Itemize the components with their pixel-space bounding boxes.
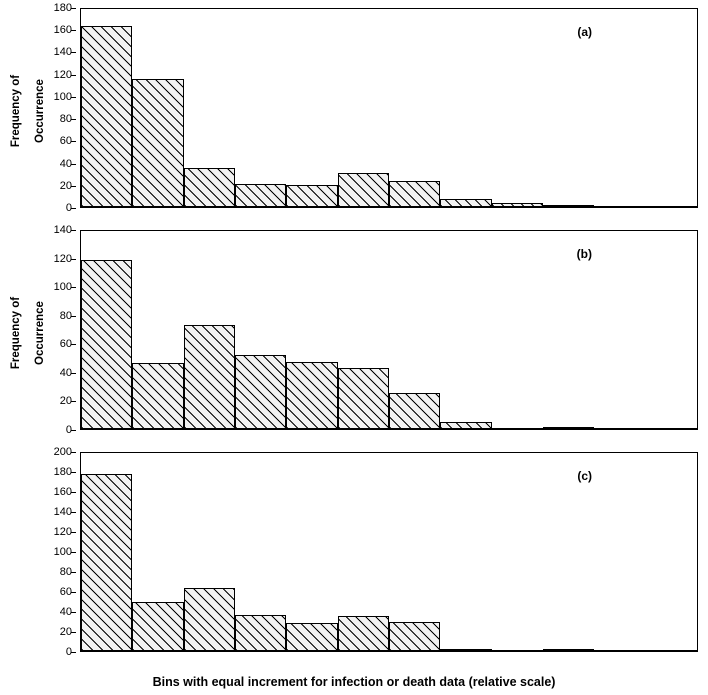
y-tick-label: 0 xyxy=(65,646,72,658)
y-tick-mark xyxy=(71,401,76,402)
bar xyxy=(81,474,132,651)
y-tick-mark xyxy=(71,75,76,76)
bar xyxy=(594,206,645,207)
bar xyxy=(492,650,543,651)
y-tick-mark xyxy=(71,259,76,260)
bar xyxy=(543,649,594,651)
y-tick-label: 0 xyxy=(65,202,72,214)
bar xyxy=(646,428,697,429)
y-tick-mark xyxy=(71,30,76,31)
chart-panel-b xyxy=(0,74,708,444)
bar-series-a xyxy=(81,9,697,207)
bar xyxy=(492,428,543,429)
plot-area-wrap-b xyxy=(80,230,698,444)
y-tick-label: 180 xyxy=(53,2,72,14)
y-tick-mark xyxy=(71,373,76,374)
y-axis-title-line1-b: Frequency of xyxy=(10,74,23,148)
bar xyxy=(440,649,491,651)
bar xyxy=(646,206,697,207)
y-tick-label: 20 xyxy=(59,626,72,638)
bar xyxy=(338,173,389,207)
y-tick-mark xyxy=(71,316,76,317)
y-tick-label: 80 xyxy=(59,309,72,322)
y-tick-mark xyxy=(71,572,76,573)
y-tick-label: 140 xyxy=(53,506,72,518)
bar xyxy=(235,184,286,207)
y-axis-title-line2-b: Occurrence xyxy=(34,79,47,143)
y-tick-mark xyxy=(71,512,76,513)
y-tick-mark xyxy=(71,492,76,493)
y-tick-label: 120 xyxy=(53,68,72,81)
y-tick-mark xyxy=(71,452,76,453)
y-tick-label: 200 xyxy=(53,446,72,458)
bar xyxy=(81,26,132,207)
y-tick-label: 60 xyxy=(59,338,72,351)
y-tick-label: 60 xyxy=(59,135,72,148)
y-tick-label: 100 xyxy=(53,281,72,294)
y-tick-label: 100 xyxy=(53,546,72,558)
y-tick-label: 120 xyxy=(53,252,72,265)
bar xyxy=(594,650,645,651)
y-tick-label: 100 xyxy=(53,90,72,103)
y-tick-mark xyxy=(71,208,76,209)
y-tick-mark xyxy=(71,532,76,533)
y-tick-mark xyxy=(71,632,76,633)
y-axis-title-line1-c: Frequency of xyxy=(10,296,23,370)
y-tick-mark xyxy=(71,230,76,231)
bar xyxy=(132,363,183,429)
bar xyxy=(492,203,543,207)
y-tick-mark xyxy=(71,652,76,653)
x-axis-title: Bins with equal increment for infection or death data (relative scale) xyxy=(152,675,556,689)
bar xyxy=(338,368,389,429)
bar xyxy=(132,79,183,207)
plot-area-a xyxy=(80,8,698,208)
y-tick-mark xyxy=(71,344,76,345)
plot-area-b xyxy=(80,230,698,430)
y-axis-title-c xyxy=(0,222,47,444)
y-tick-label: 40 xyxy=(59,157,72,170)
y-axis-title-b xyxy=(0,0,47,222)
y-tick-label: 80 xyxy=(59,113,72,126)
chart-panel-c xyxy=(0,296,708,666)
bar xyxy=(543,427,594,429)
panel-label-b: (b) xyxy=(576,247,592,261)
panel-label-a: (a) xyxy=(577,25,592,39)
y-tick-label: 80 xyxy=(59,566,72,578)
bar xyxy=(440,422,491,429)
y-tick-label: 140 xyxy=(53,46,72,59)
y-tick-mark xyxy=(71,52,76,53)
y-tick-mark xyxy=(71,287,76,288)
bar-series-c xyxy=(81,453,697,651)
y-tick-label: 20 xyxy=(59,395,72,408)
bar xyxy=(286,185,337,207)
y-tick-mark xyxy=(71,592,76,593)
bar xyxy=(81,260,132,429)
bar xyxy=(594,428,645,429)
y-tick-label: 40 xyxy=(59,366,72,379)
y-tick-mark xyxy=(71,97,76,98)
y-tick-label: 160 xyxy=(53,486,72,498)
bar xyxy=(286,362,337,429)
bar xyxy=(235,355,286,429)
bar xyxy=(338,616,389,651)
bar xyxy=(184,168,235,207)
y-axis-title-line2-c: Occurrence xyxy=(34,301,47,365)
y-tick-label: 60 xyxy=(59,586,72,598)
y-tick-label: 160 xyxy=(53,24,72,37)
bar xyxy=(389,181,440,207)
bar xyxy=(184,325,235,429)
bar xyxy=(286,623,337,651)
plot-area-wrap-c xyxy=(80,452,698,666)
bar xyxy=(440,199,491,207)
y-tick-label: 0 xyxy=(65,424,72,436)
bar-series-b xyxy=(81,231,697,429)
bar xyxy=(132,602,183,651)
y-tick-label: 180 xyxy=(53,466,72,478)
y-tick-label: 140 xyxy=(53,224,72,236)
y-tick-mark xyxy=(71,164,76,165)
bar xyxy=(389,393,440,429)
y-tick-mark xyxy=(71,552,76,553)
y-tick-label: 40 xyxy=(59,606,72,618)
y-tick-mark xyxy=(71,119,76,120)
bar xyxy=(389,622,440,651)
plot-area-wrap-a xyxy=(80,8,698,222)
y-tick-label: 20 xyxy=(59,179,72,192)
y-tick-mark xyxy=(71,430,76,431)
y-tick-mark xyxy=(71,141,76,142)
y-tick-mark xyxy=(71,472,76,473)
y-tick-mark xyxy=(71,8,76,9)
y-tick-label: 120 xyxy=(53,526,72,538)
y-axis-labels-c xyxy=(34,446,76,658)
panel-label-c: (c) xyxy=(577,469,592,483)
bar xyxy=(184,588,235,651)
bar xyxy=(235,615,286,651)
plot-area-c xyxy=(80,452,698,652)
y-tick-mark xyxy=(71,186,76,187)
bar xyxy=(646,650,697,651)
bar xyxy=(543,205,594,207)
y-tick-mark xyxy=(71,612,76,613)
chart-panel-a xyxy=(0,0,708,222)
